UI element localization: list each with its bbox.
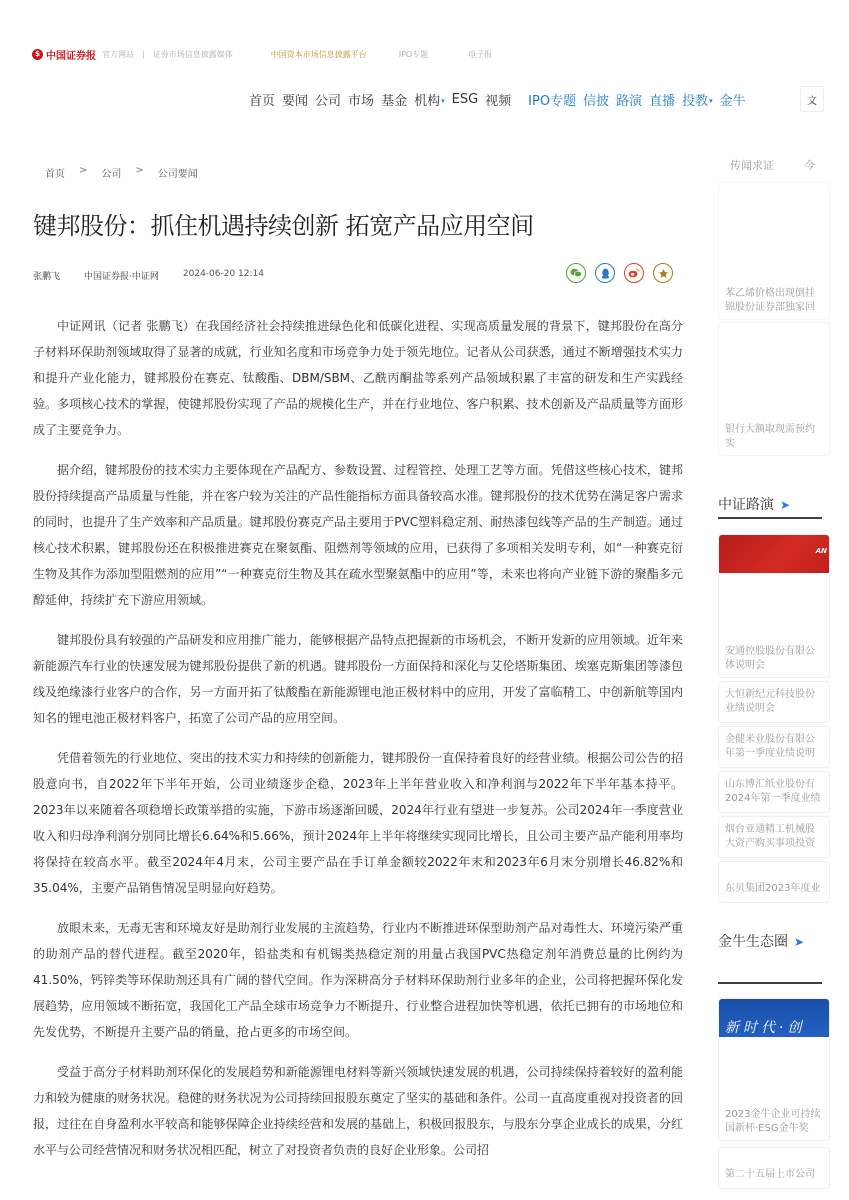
banner-text: 新时代·创 (725, 1020, 806, 1036)
card-caption (725, 1168, 829, 1182)
nav-fund[interactable]: 基金 (381, 93, 408, 109)
caption-line: 2024年第一季度业绩 (725, 793, 821, 804)
caption-line: 锦股份证券部独家回 (725, 302, 815, 313)
nav-market[interactable]: 市场 (348, 93, 375, 109)
article-paragraph: 受益于高分子材料助剂环保化的发展趋势和新能源锂电材料等新兴领域快速发展的机遇，公司持续保持着较好的盈利能力和较为健康的财务状况。稳健的财务状况为公司持续回报股东奠定了坚实的基础和条件。公司一直高度重视对投资者的回报，过往在自身盈利水平较高和能够保障企业持续经营和发展的基础上，积极回报股东，与股东分享企业成长的成果，分红水平与公司经营情况和财务状况相匹配，树立了对投资者负责的良好企业形象。公司招 (33, 1065, 683, 1157)
roadshow-header[interactable] (718, 494, 790, 514)
caption-line: 烟台亚通精工机械股 (725, 824, 815, 835)
nav-news[interactable]: 要闻 (282, 93, 309, 109)
caption-line: 苯乙烯价格出现倒挂 (725, 288, 815, 299)
breadcrumb-separator: > (135, 165, 144, 176)
weibo-icon[interactable] (624, 263, 644, 283)
article-author: 张鹏飞 (33, 272, 61, 282)
article-body (33, 313, 683, 1177)
share-bar (566, 263, 682, 283)
caption-line: 东贝集团2023年度业 (725, 883, 821, 894)
article-paragraph: 键邦股份具有较强的产品研发和应用推广能力，能够根据产品特点把握新的市场机会，不断开发新的应用领域。近年来新能源汽车行业的快速发展为键邦股份提供了新的机遇。键邦股份一方面保持和深化与艾伦塔斯集团、埃塞克斯集团等漆包线及绝缘漆行业客户的合作，另一方面开拓了钛酸酯在新能源锂电池正极材料中的应用，开发了富临精工、中创新航等国内知名的锂电池正极材料客户，拓宽了公司产品的应用空间。 (33, 633, 683, 725)
site-logo[interactable] (32, 47, 96, 62)
arrow-right-icon: ➤ (780, 498, 791, 512)
nav-ipo[interactable]: IPO专题 (528, 93, 577, 109)
nav-video[interactable]: 视频 (485, 93, 512, 109)
caption-line: 体说明会 (725, 660, 765, 671)
rumor-card[interactable] (718, 182, 830, 320)
roadshow-item[interactable] (718, 816, 830, 858)
breadcrumb-separator: > (79, 165, 88, 176)
banner-text: AN (815, 547, 827, 555)
nav-home[interactable]: 首页 (249, 93, 276, 109)
tab-rumor-check[interactable]: 传闻求证 (730, 159, 774, 172)
nav-esg[interactable]: ESG (451, 91, 479, 107)
card-caption (725, 423, 829, 451)
topbar-disclosure-platform[interactable]: 中国资本市场信息披露平台 (270, 49, 367, 59)
chevron-down-icon: ▾ (709, 97, 713, 105)
top-bar (32, 46, 492, 62)
sidebar-tabs (730, 157, 815, 173)
nav-institution-label: 机构 (414, 93, 441, 109)
language-button[interactable]: 文 (800, 86, 824, 112)
nav-roadshow[interactable]: 路演 (616, 93, 643, 109)
article-meta (33, 269, 288, 282)
caption-line: 银行大额取现需预约 (725, 424, 815, 435)
breadcrumb-home[interactable]: 首页 (45, 169, 65, 180)
jinniu-header[interactable] (718, 931, 804, 951)
roadshow-feature-card[interactable] (718, 534, 830, 678)
card-caption (725, 733, 829, 761)
card-caption (725, 823, 829, 851)
article-paragraph: 放眼未来，无毒无害和环境友好是助剂行业发展的主流趋势，行业内不断推进环保型助剂产品对毒性大、环境污染严重的助剂产品的替代进程。截至2020年，铅盐类和有机锡类热稳定剂的用量占我国PVC热稳定剂年消费总量的比例约为41.50%，钙锌类等环保助剂还具有广阔的替代空间。作为深耕高分子材料环保助剂行业多年的企业，公司将把握环保化发展趋势，应用领域不断拓宽，我国化工产品全球市场竞争力不断提升、行业整合进程加快等机遇，依托已拥有的市场地位和先发优势，不断提升主要产品的销量，抢占更多的市场空间。 (33, 921, 683, 1039)
topbar-official-site[interactable]: 官方网站 (102, 49, 134, 59)
jinniu-feature-card[interactable] (718, 998, 830, 1141)
jinniu-banner-image (719, 999, 829, 1037)
caption-line: 年第一季度业绩说明 (725, 748, 815, 759)
card-caption (725, 882, 829, 896)
favorite-icon[interactable] (653, 263, 673, 283)
roadshow-item[interactable] (718, 726, 830, 768)
section-divider (718, 982, 822, 984)
article-source: 中国证券报·中证网 (84, 272, 159, 282)
caption-line: 国新杯·ESG金牛奖 (725, 1123, 809, 1134)
breadcrumb-company[interactable]: 公司 (101, 169, 122, 180)
roadshow-banner-image (719, 535, 829, 573)
article-paragraph: 中证网讯（记者 张鹏飞）在我国经济社会持续推进绿色化和低碳化进程、实现高质量发展的背景下，键邦股份在高分子材料环保助剂领域取得了显著的成就，行业知名度和市场竞争力处于领先地位。记者从公司获悉，通过不断增强技术实力和提升产业化能力，键邦股份在赛克、钛酸酯、DBM/SBM、乙酰丙酮盐等系列产品领域积累了丰富的研发和生产实践经验。多项核心技术的掌握，使键邦股份实现了产品的规模化生产，并在行业地位、客户积累、技术创新及产品质量等方面形成了主要竞争力。 (33, 319, 683, 437)
nav-education-label: 投教 (682, 93, 709, 109)
nav-institution[interactable] (414, 90, 445, 109)
topbar-separator: | (142, 49, 145, 59)
roadshow-item[interactable] (718, 771, 830, 813)
caption-line: 大资产购买事项投资 (725, 838, 815, 849)
nav-company[interactable]: 公司 (315, 93, 342, 109)
roadshow-item[interactable] (718, 861, 830, 903)
roadshow-item[interactable] (718, 681, 830, 723)
nav-disclosure[interactable]: 信披 (583, 93, 610, 109)
topbar-ipo[interactable]: IPO专题 (398, 49, 429, 59)
qq-icon[interactable] (595, 263, 615, 283)
caption-line: 2023金牛企业可持续 (725, 1109, 821, 1120)
card-caption (725, 778, 829, 806)
tab-today[interactable]: 今 (804, 159, 815, 172)
card-caption (725, 1108, 829, 1136)
sidebar (718, 0, 849, 1200)
caption-line: 实 (725, 438, 735, 449)
topbar-disclosure-media[interactable]: 证券市场信息披露媒体 (152, 49, 233, 59)
article-paragraph: 凭借着领先的行业地位、突出的技术实力和持续的创新能力，键邦股份一直保持着良好的经营业绩。根据公司公告的招股意向书，自2022年下半年开始，公司业绩逐步企稳，2023年上半年营业收入和净利润与2022年下半年基本持平。2023年以来随着各项稳增长政策举措的实施，下游市场逐渐回暖，2024年行业有望进一步复苏。公司2024年一季度营业收入和归母净利润分别同比增长6.64%和5.66%，预计2024年上半年将继续实现同比增长，且公司主要产品产能利用率均将保持在较高水平。截至2024年4月末，公司主要产品在手订单金额较2022年末和2023年6月末分别增长46.82%和35.04%，主要产品销售情况呈明显向好趋势。 (33, 751, 683, 895)
caption-line: 安通控股股份有限公 (725, 646, 815, 657)
caption-line: 大恒新纪元科技股份 (725, 689, 815, 700)
wechat-icon[interactable] (566, 263, 586, 283)
card-caption (725, 688, 829, 716)
section-divider (718, 517, 822, 519)
logo-badge-icon: $ (32, 49, 43, 60)
arrow-right-icon: ➤ (794, 935, 805, 949)
rumor-card[interactable] (718, 322, 830, 456)
article-paragraph: 据介绍，键邦股份的技术实力主要体现在产品配方、参数设置、过程管控、处理工艺等方面。凭借这些核心技术，键邦股份持续提高产品质量与性能，并在客户较为关注的产品性能指标方面具备较高水准。键邦股份的技术优势在满足客户需求的同时，也提升了生产效率和产品质量。键邦股份赛克产品主要用于PVC塑料稳定剂、耐热漆包线等产品的生产制造。通过核心技术积累，键邦股份还在积极推进赛克在聚氨酯、阻燃剂等领域的应用，已获得了多项相关发明专利，如“一种赛克衍生物及其作为添加型阻燃剂的应用”“一种赛克衍生物及其在疏水型聚氨酯中的应用”等，未来也将向产业链下游的聚酯多元醇延伸，持续扩充下游应用领域。 (33, 463, 683, 607)
article-date: 2024-06-20 12:14 (182, 269, 264, 279)
nav-live[interactable]: 直播 (649, 93, 676, 109)
nav-education[interactable] (682, 90, 713, 109)
jinniu-title: 金牛生态圈 (718, 934, 788, 950)
breadcrumb-company-news[interactable]: 公司要闻 (157, 169, 198, 180)
caption-line: 山东博汇纸业股份有 (725, 779, 815, 790)
caption-line: 第二十五届上市公司 (725, 1169, 815, 1180)
topbar-epaper[interactable]: 电子报 (468, 49, 493, 59)
page-title: 键邦股份：抓住机遇持续创新 拓宽产品应用空间 (33, 212, 534, 240)
chevron-down-icon: ▾ (441, 97, 445, 105)
main-nav (249, 89, 753, 109)
logo-text: 中国证券报 (46, 50, 96, 62)
jinniu-item[interactable] (718, 1147, 830, 1189)
nav-jinniu[interactable]: 金牛 (719, 93, 746, 109)
breadcrumb (45, 165, 198, 180)
card-caption (725, 645, 829, 673)
roadshow-title: 中证路演 (718, 497, 774, 513)
card-caption (725, 287, 829, 315)
caption-line: 金健米业股份有限公 (725, 734, 815, 745)
caption-line: 业绩说明会 (725, 703, 775, 714)
